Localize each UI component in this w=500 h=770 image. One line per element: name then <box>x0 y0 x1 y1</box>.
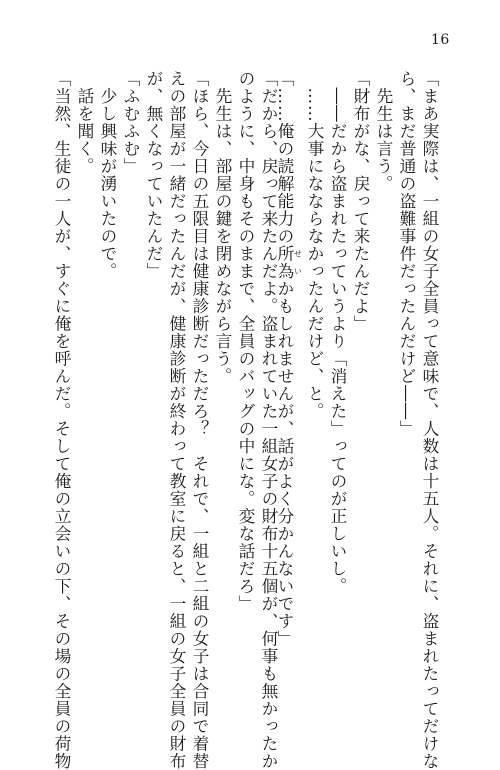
text-line: ら、まだ普通の盗難事件だったんだけど――」 <box>397 70 417 438</box>
vertical-text-body <box>0 70 500 770</box>
text-line: 「ふむふむ」 <box>121 70 141 175</box>
text-line: のように、中身もそのままで、全員のバッグの中にな。変な話だろ」 <box>236 70 256 613</box>
text-line: 「だから、戻って来たんだよ。盗まれていた一組女子の財布十五個が、何事も無かったか <box>259 70 279 770</box>
ruby-reading: せい <box>293 244 303 280</box>
text-line: えの部屋が一緒だったんだが、健康診断が終わって教室に戻ると、一組の女子全員の財布 <box>167 70 187 770</box>
text-line: 話を聞く。 <box>75 70 95 175</box>
text-line: 「財布がな、戻って来たんだよ」 <box>351 70 371 333</box>
text-line: ――だから盗まれたっていうより「消えた」ってのが正しいし。 <box>328 70 348 595</box>
text-line: 先生は、部屋の鍵を閉めながら言う。 <box>213 70 233 385</box>
text-line: 先生は言う。 <box>374 70 394 193</box>
text-line: 少し興味が湧いたので。 <box>98 70 118 280</box>
page-number: 16 <box>431 32 450 48</box>
text-line: が、無くなっていたんだ」 <box>144 70 164 280</box>
text-line: 「……俺の読解能力の所為せいかもしれませんが、話がよく分かんないです」 <box>275 70 303 648</box>
text-line: ……大事になならなかったんだけど、と。 <box>305 70 325 420</box>
text-line: 「当然、生徒の一人が、すぐに俺を呼んだ。そして俺の立会いの下、その場の全員の荷物 <box>52 70 72 770</box>
ruby-annotation: 所為せい <box>275 244 303 280</box>
text-line: 「まあ実際は、一組の女子全員って意味で、人数は十五人。それに、盗まれたってだけな <box>420 70 440 770</box>
text-line: 「ほら、今日の五限目は健康診断だっただろ？ それで、一組と二組の女子は合同で着替 <box>190 70 210 770</box>
